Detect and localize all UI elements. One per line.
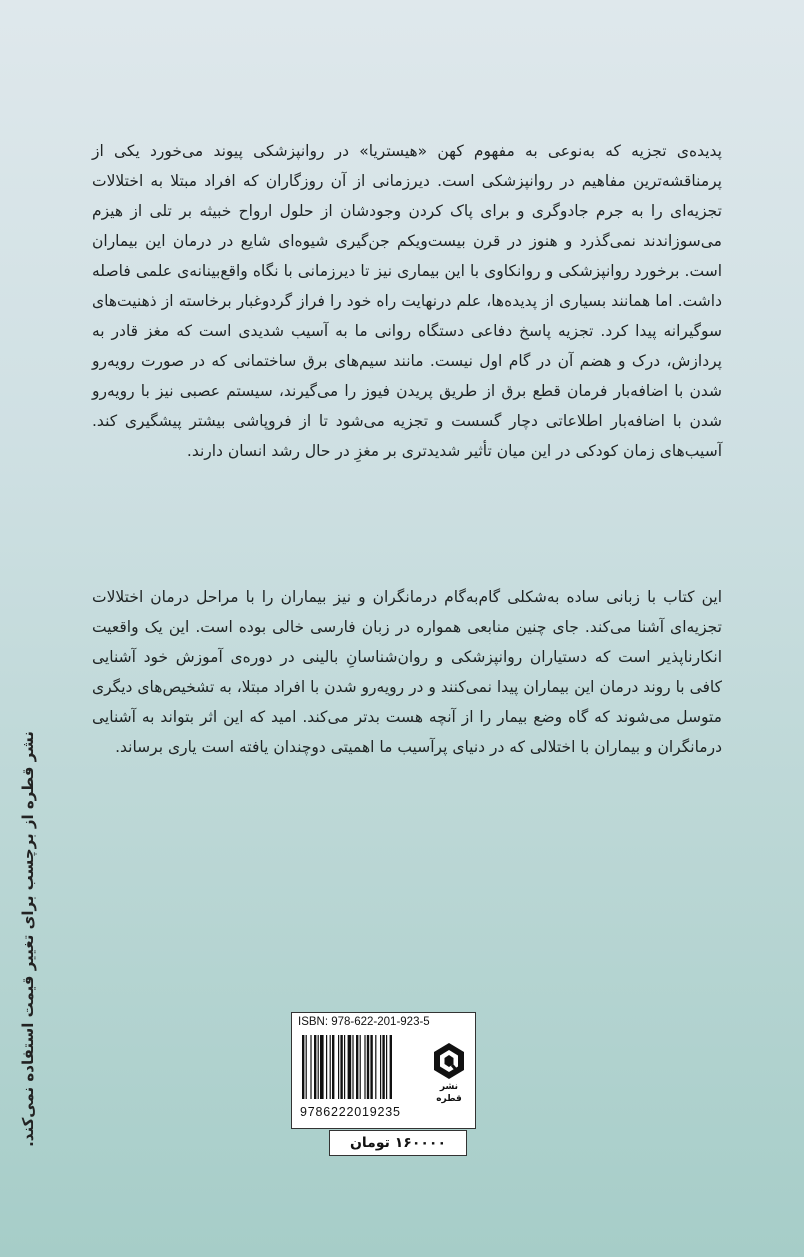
price-label-note-text: نشر قطره از برچسب برای تغییر قیمت استفاده نمی‌کند. bbox=[19, 731, 37, 1147]
barcode-digits: 9786222019235 bbox=[300, 1105, 401, 1119]
isbn-label: ISBN: 978-622-201-923-5 bbox=[298, 1016, 430, 1028]
description-paragraph-2: این کتاب با زبانی ساده به‌شکلی گام‌به‌گام درمانگران و نیز بیماران را با مراحل درمان اختلالات تجزیه‌ای آشنا می‌کند. جای چنین منابعی همواره در زبان فارسی خالی بوده است. این یک واقعیت انکارناپذیر است که دستیاران روانپزشکی و روان‌شناسانِ بالینی در دوره‌ی آموزش خود آشنایی کافی با روند درمان این بیماران پیدا نمی‌کنند و در رویه‌رو شدن با افراد مبتلا، به تشخیص‌های دیگری متوسل می‌شوند که گاه وضع بیمار را از آنچه هست بدتر می‌کند. امید که این اثر بتواند به آشنایی درمانگران و بیماران با اختلالی که در دنیای پرآسیب ما اهمیتی دوچندان یافته است یاری برساند. bbox=[92, 587, 722, 756]
publisher-logo-text: نشر قطره bbox=[436, 1082, 462, 1104]
description-paragraph-1: پدیده‌ی تجزیه که به‌نوعی به مفهوم کهن «هیستریا» در روانپزشکی پیوند می‌خورد یکی از پرمناقشه‌ترین مفاهیم در روانپزشکی است. دیرزمانی از آن روزگاران که افراد مبتلا به اختلالات تجزیه‌ای را به جرم جادوگری و برای پاک کردن وجودشان از حلول ارواح خبیثه بر تلی از هیزم می‌سوزاندند نمی‌گذرد و هنوز در قرن بیست‌ویکم جن‌گیری شیوه‌ای شایع در درمان این بیماران است. برخورد روانپزشکی و روانکاوی با این بیماری نیز تا دیرزمانی با نگاه واقع‌بینانه‌ی علمی فاصله داشت. اما همانند بسیاری از پدیده‌ها، علم درنهایت راه خود را فراز گردوغبار برخاسته از ذهنیت‌های سوگیرانه پیدا کرد. تجزیه پاسخ دفاعی دستگاه روانی ما به آسیب شدیدی است که مغز قادر به پردازش، درک و هضم آن در گام اول نیست. مانند سیم‌های برق ساختمانی که در صورت رویه‌رو شدن با اضافه‌بار فرمان قطع برق از طریق پریدن فیوز را می‌گیرند، سیستم عصبی نیز با رویه‌رو شدن با اضافه‌بار اطلاعاتی دچار گسست و تجزیه می‌شود تا از فروپاشی بیشتر پیشگیری کند. آسیب‌های زمان کودکی در این میان تأثیر شدیدتری بر مغزِ در حال رشد انسان دارند. bbox=[92, 141, 722, 460]
barcode-box bbox=[291, 1012, 476, 1129]
barcode-bars bbox=[302, 1035, 422, 1099]
publisher-logo bbox=[429, 1041, 469, 1104]
qatreh-publisher-logo-icon bbox=[431, 1041, 467, 1081]
price-box: ۱۶۰۰۰۰ تومان bbox=[329, 1130, 467, 1156]
